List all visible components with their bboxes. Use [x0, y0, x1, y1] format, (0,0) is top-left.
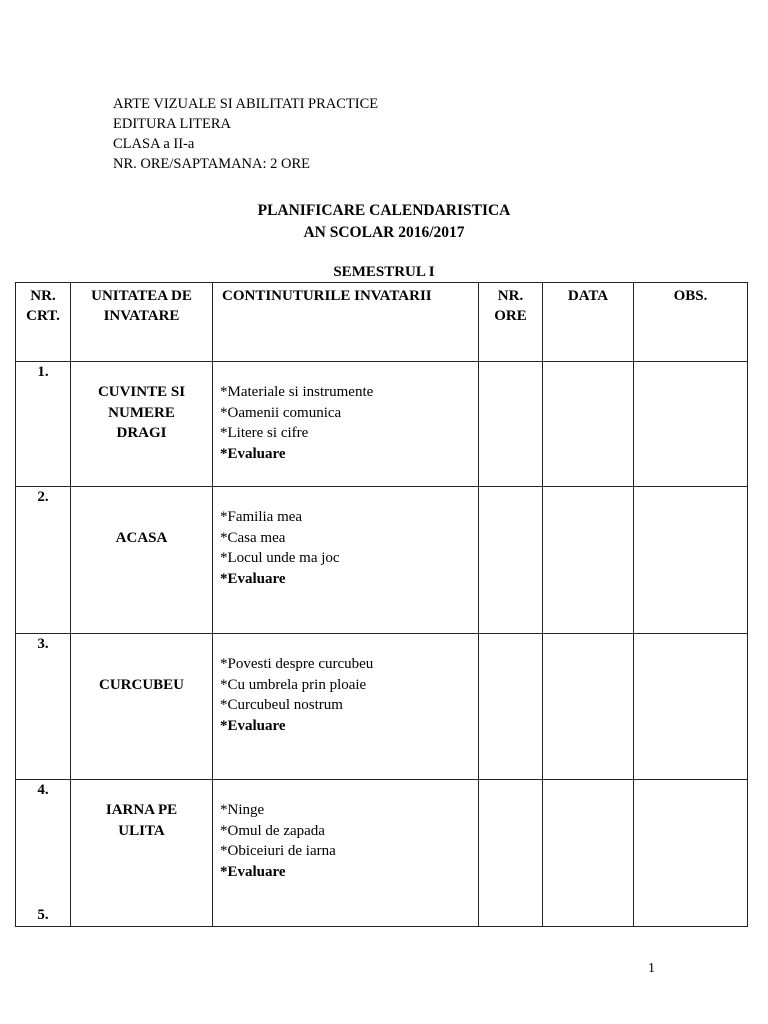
- content-cell: *Povesti despre curcubeu *Cu umbrela prin ploaie *Curcubeul nostrum *Evaluare: [213, 634, 479, 780]
- page-number: 1: [648, 961, 655, 976]
- class-line: CLASA a II-a: [113, 136, 195, 152]
- school-year-title: AN SCOLAR 2016/2017: [303, 224, 465, 241]
- row-number: 4. 5.: [16, 780, 71, 927]
- table-row: [16, 362, 748, 487]
- header-obs: OBS.: [634, 283, 748, 362]
- header-unit: UNITATEA DE INVATARE: [71, 283, 213, 362]
- date-cell: [543, 634, 634, 780]
- obs-cell: [634, 634, 748, 780]
- date-cell: [543, 780, 634, 927]
- document-title: PLANIFICARE CALENDARISTICA: [257, 202, 511, 219]
- table-row: [16, 634, 748, 780]
- obs-cell: [634, 487, 748, 634]
- content-cell: *Familia mea *Casa mea *Locul unde ma joc *Evaluare: [213, 487, 479, 634]
- planning-table: [15, 282, 748, 927]
- hours-cell: [479, 634, 543, 780]
- evaluation-label: *Evaluare: [220, 571, 286, 588]
- header-content: CONTINUTURILE INVATARII: [213, 283, 479, 362]
- obs-cell: [634, 780, 748, 927]
- row-number: 2.: [16, 487, 71, 634]
- row-number: 3.: [16, 634, 71, 780]
- header-date: DATA: [543, 283, 634, 362]
- hours-cell: [479, 780, 543, 927]
- header-hours: NR. ORE: [479, 283, 543, 362]
- subject-line: ARTE VIZUALE SI ABILITATI PRACTICE: [113, 96, 379, 112]
- evaluation-label: *Evaluare: [220, 446, 286, 463]
- table-row: [16, 780, 748, 927]
- unit-cell: ACASA: [71, 487, 213, 634]
- hours-cell: [479, 487, 543, 634]
- content-cell: *Materiale si instrumente *Oamenii comunica *Litere si cifre *Evaluare: [213, 362, 479, 487]
- date-cell: [543, 362, 634, 487]
- content-cell: *Ninge *Omul de zapada *Obiceiuri de iarna *Evaluare: [213, 780, 479, 927]
- evaluation-label: *Evaluare: [220, 864, 286, 881]
- hours-cell: [479, 362, 543, 487]
- unit-cell: CURCUBEU: [71, 634, 213, 780]
- obs-cell: [634, 362, 748, 487]
- unit-cell: IARNA PE ULITA: [71, 780, 213, 927]
- unit-cell: CUVINTE SI NUMERE DRAGI: [71, 362, 213, 487]
- publisher-line: EDITURA LITERA: [113, 116, 231, 132]
- table-header-row: [16, 283, 748, 362]
- evaluation-label: *Evaluare: [220, 718, 286, 735]
- date-cell: [543, 487, 634, 634]
- hours-per-week-line: NR. ORE/SAPTAMANA: 2 ORE: [113, 156, 311, 172]
- semester-label: SEMESTRUL I: [333, 264, 435, 280]
- header-nr-crt: NR. CRT.: [16, 283, 71, 362]
- row-number: 1.: [16, 362, 71, 487]
- document-header: [113, 94, 378, 174]
- row-number-secondary: 5.: [37, 907, 49, 923]
- table-row: [16, 487, 748, 634]
